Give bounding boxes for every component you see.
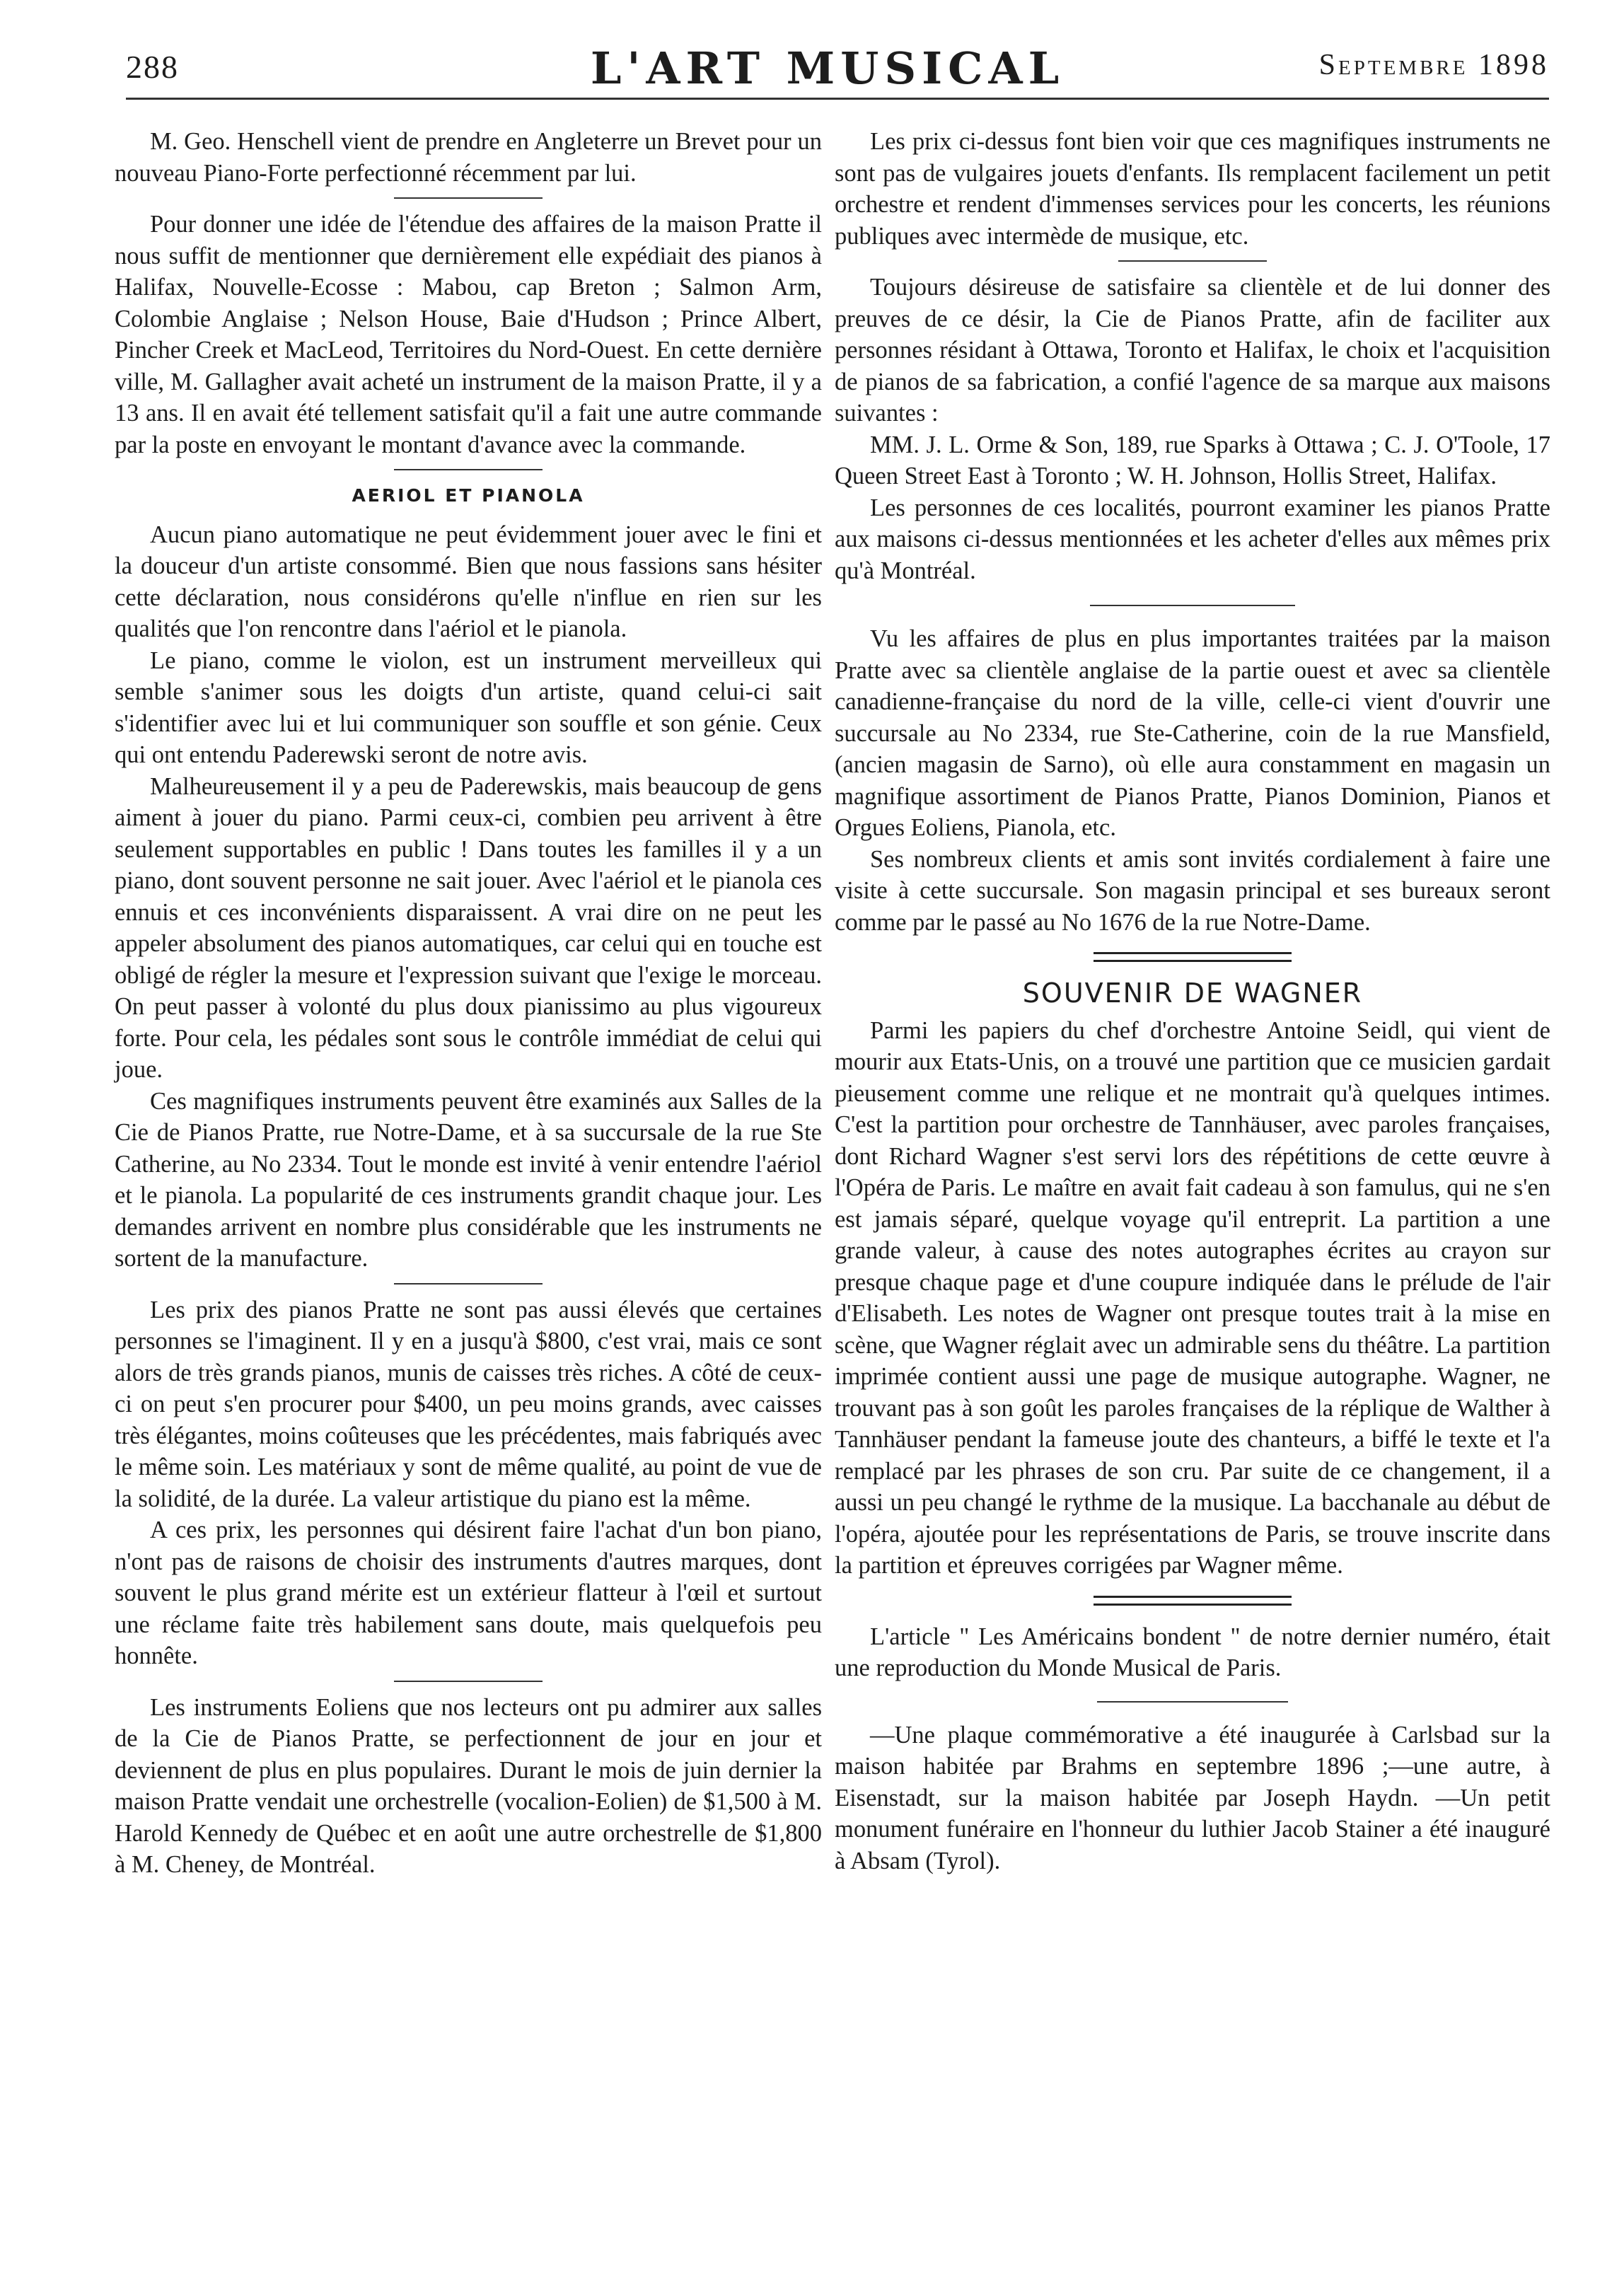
paragraph: Toujours désireuse de satisfaire sa clientèle et de lui donner des preuves de ce désir, la Cie de Pianos Pratte, afin de faciliter aux personnes résidant à Ottawa, Toronto et Halifax, le choix et l'acquisition de pianos de sa fabrication, a confié l'agence de sa marque aux maisons suivantes :	[835, 274, 1550, 427]
left-column	[115, 126, 822, 1881]
paragraph: Ses nombreux clients et amis sont invités cordialement à faire une visite à cette succursale. Son magasin principal et ses bureaux seront comme par le passé au No 1676 de la rue Notre-Dame.	[835, 845, 1550, 936]
paragraph: L'article " Les Américains bondent " de notre dernier numéro, était une reproduction du Monde Musical de Paris.	[835, 1623, 1550, 1681]
paragraph: Le piano, comme le violon, est un instrument merveilleux qui semble s'animer sous les doigts d'un artiste, quand celui-ci sait s'identifier avec lui et lui communiquer son souffle et son génie. Ceux qui ont entendu Paderewski seront de notre avis.	[115, 646, 822, 768]
paragraph: Malheureusement il y a peu de Paderewskis, mais beaucoup de gens aiment à jouer du piano. Parmi ceux-ci, combien peu arrivent à être seulement supportables en public ! Dans toutes les familles il y a un piano, dont souvent personne ne sait jouer. Avec l'aériol et le pianola ces ennuis et ces inconvénients disparaissent. A vrai dire on ne peut les appeler absolument des pianos automatiques, car celui qui en touche est obligé de régler la mesure et l'expression suivant que l'exige le morceau. On peut passer à volonté du plus doux pianissimo au plus vigoureux forte. Pour cela, les pédales sont sous le contrôle immédiat de celui qui joue.	[115, 772, 822, 1083]
separator-rule	[1118, 260, 1267, 262]
paragraph: Les instruments Eoliens que nos lecteurs ont pu admirer aux salles de la Cie de Pianos Pratte, se perfectionnent de jour en jour et deviennent de plus en plus populaires. Durant le mois de juin dernier la maison Pratte vendait une orchestrelle (vocalion-Eolien) de $1,500 à M. Harold Kennedy de Québec et en août une autre orchestrelle de $1,800 à M. Cheney, de Montréal.	[115, 1693, 822, 1878]
paragraph: Aucun piano automatique ne peut évidemment jouer avec le fini et la douceur d'un artiste consommé. Bien que nous fassions sans hésiter cette déclaration, nous considérons qu'elle n'influe en rien sur les qualités que l'on rencontre dans l'aériol et le pianola.	[115, 521, 822, 642]
header-rule	[126, 98, 1549, 100]
article-title: SOUVENIR DE WAGNER	[1022, 978, 1363, 1009]
paragraph: Ces magnifiques instruments peuvent être examinés aux Salles de la Cie de Pianos Pratte, rue Notre-Dame, et à sa succursale de la rue Ste Catherine, au No 2334. Tout le monde est invité à venir entendre l'aériol et le pianola. La popularité de ces instruments grandit chaque jour. Les demandes arrivent en nombre plus considérable que les instruments ne sortent de la manufacture.	[115, 1087, 822, 1272]
issue-date: Septembre 1898	[1318, 49, 1549, 81]
separator-rule	[394, 469, 543, 470]
separator-rule	[1090, 605, 1295, 606]
paragraph: Les personnes de ces localités, pourront examiner les pianos Pratte aux maisons ci-dessus mentionnées et les acheter d'elles aux mêmes prix qu'à Montréal.	[835, 494, 1550, 584]
paragraph: Parmi les papiers du chef d'orchestre Antoine Seidl, qui vient de mourir aux Etats-Unis, on a trouvé une partition que ce musicien gardait pieusement comme une relique et ne montrait qu'à quelques intimes. C'est la partition pour orchestre de Tannhäuser, avec paroles françaises, dont Richard Wagner s'est servi lors des répétitions de cette œuvre à l'Opéra de Paris. Le maître en avait fait cadeau à son famulus, qui ne s'en est jamais séparé, quelque voyage qu'il entreprit. La partition a une grande valeur, à cause des notes autographes écrites au crayon sur presque chaque page et d'une coupure indiquée dans le prélude de l'air d'Elisabeth. Les notes de Wagner ont presque toutes trait à la mise en scène, que Wagner réglait avec un admirable sens du théâtre. La partition imprimée contient aussi une page de musique autographe. Wagner, ne trouvant pas à son goût les paroles françaises de la réplique de Walther à Tannhäuser pendant la fameuse joute des chanteurs, a biffé le texte et l'a remplacé par les phrases de son cru. Par suite de ce changement, il a aussi un peu changé le rythme de la musique. La bacchanale au début de l'opéra, ajoutée pour les représentations de Paris, se trouve inscrite dans la partition et épreuves corrigées par Wagner même.	[835, 1016, 1550, 1579]
section-heading: AERIOL ET PIANOLA	[352, 485, 585, 506]
separator-rule	[394, 1681, 543, 1682]
double-rule	[1094, 952, 1292, 962]
journal-title: L'ART MUSICAL	[590, 42, 1065, 94]
separator-rule	[394, 1283, 543, 1285]
agent-addresses: MM. J. L. Orme & Son, 189, rue Sparks à Ottawa ; C. J. O'Toole, 17 Queen Street East à Toronto ; W. H. Johnson, Hollis Street, Halifax.	[835, 431, 1550, 489]
paragraph: Les prix des pianos Pratte ne sont pas aussi élevés que certaines personnes se l'imaginent. Il y en a jusqu'à $800, c'est vrai, mais ce sont alors de très grands pianos, munis de caisses très riches. A côté de ceux-ci on peut s'en procurer pour $400, un peu moins grands, avec caisses très élégantes, moins coûteuses que les précédentes, mais fabriqués avec le même soin. Les matériaux y sont de même qualité, au point de vue de la solidité, de la durée. La valeur artistique du piano est la même.	[115, 1296, 822, 1512]
page-number: 288	[126, 49, 179, 85]
paragraph: Pour donner une idée de l'étendue des affaires de la maison Pratte il nous suffit de mentionner que dernièrement elle expédiait des pianos à Halifax, Nouvelle-Ecosse : Mabou, cap Breton ; Salmon Arm, Colombie Anglaise ; Nelson House, Baie d'Hudson ; Prince Albert, Pincher Creek et MacLeod, Territoires du Nord-Ouest. En cette dernière ville, M. Gallagher avait acheté un instrument de la maison Pratte, il y a 13 ans. Il en avait été tellement satisfait qu'il a fait une autre commande par la poste en envoyant le montant d'avance avec la commande.	[115, 211, 822, 458]
paragraph: Vu les affaires de plus en plus importantes traitées par la maison Pratte avec sa clientèle anglaise de la partie ouest et avec sa clientèle canadienne-française du nord de la ville, celle-ci vient d'ouvrir une succursale au No 2334, rue Ste-Catherine, coin de la rue Mansfield, (ancien magasin de Sarno), où elle aura constamment en magasin un magnifique assortiment de Pianos Pratte, Pianos Dominion, Pianos et Orgues Eoliens, Pianola, etc.	[835, 625, 1550, 841]
page-header	[106, 41, 1549, 98]
double-rule	[1094, 1596, 1292, 1606]
paragraph: M. Geo. Henschell vient de prendre en Angleterre un Brevet pour un nouveau Piano-Forte perfectionné récemment par lui.	[115, 128, 822, 187]
right-column	[835, 126, 1550, 1877]
paragraph: —Une plaque commémorative a été inaugurée à Carlsbad sur la maison habitée par Brahms en septembre 1896 ;—une autre, à Eisenstadt, sur la maison habitée par Joseph Haydn. —Un petit monument funéraire en l'honneur du luthier Jacob Stainer a été inauguré à Absam (Tyrol).	[835, 1721, 1550, 1874]
separator-rule	[1097, 1701, 1288, 1703]
paragraph: Les prix ci-dessus font bien voir que ces magnifiques instruments ne sont pas de vulgaires jouets d'enfants. Ils remplacent facilement un petit orchestre et rendent d'immenses services pour les concerts, les réunions publiques avec intermède de musique, etc.	[835, 128, 1550, 250]
separator-rule	[394, 197, 543, 199]
paragraph: A ces prix, les personnes qui désirent faire l'achat d'un bon piano, n'ont pas de raisons de choisir des instruments d'autres marques, dont souvent le plus grand mérite est un extérieur flatteur à l'œil et surtout une réclame faite très habilement sans doute, mais quelquefois peu honnête.	[115, 1517, 822, 1669]
